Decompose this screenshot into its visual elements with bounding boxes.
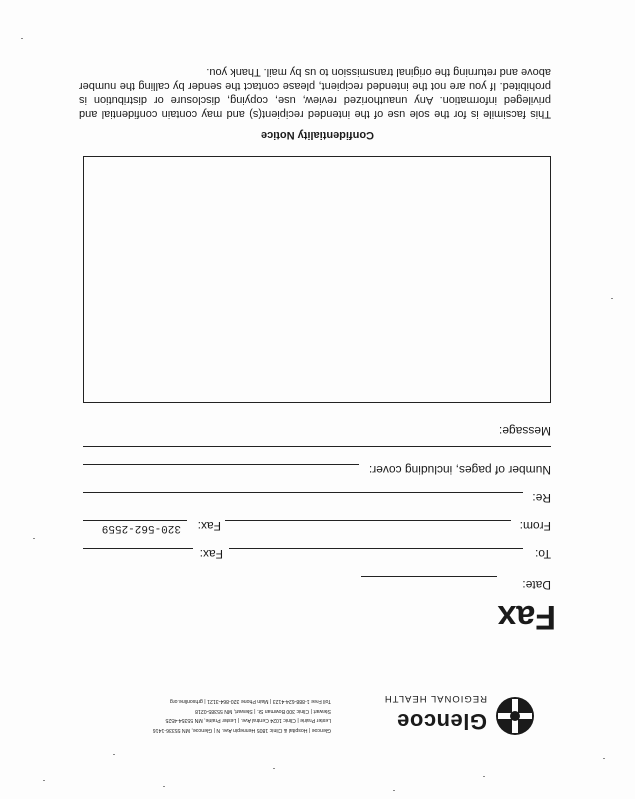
from-fax-value: 320-562-2559: [101, 522, 181, 534]
to-field-line[interactable]: [229, 548, 523, 549]
address-line: Stewart | Clinic 300 Bowman St. | Stewart, MN 55385-0218: [195, 708, 331, 714]
address-line: Lester Prairie | Clinic 1024 Central Ave. | Lester Prairie, MN 55354-4525: [165, 717, 331, 724]
message-label: Message:: [498, 424, 551, 438]
re-label: Re:: [532, 491, 551, 505]
confidentiality-title: Confidentiality Notice: [260, 129, 375, 141]
to-label: To:: [534, 547, 551, 561]
message-box[interactable]: [83, 156, 551, 403]
from-fax-label: Fax:: [197, 519, 221, 533]
from-fax-field-line[interactable]: [83, 520, 187, 521]
pages-field-line[interactable]: [83, 464, 359, 465]
pages-label: Number of pages, including cover:: [368, 463, 551, 477]
address-block: [61, 696, 331, 734]
extra-field-line: [83, 446, 551, 447]
date-field-line[interactable]: [361, 576, 497, 577]
glencoe-logo: [335, 676, 535, 736]
confidentiality-body: This facsimile is for the sole use of the intended recipient(s) and may contain confidential and privileged information. Any unauthorized review, use, copying, disclosure or distribution is prohibited. If you are not the intended recipient, please contact the sender by calling the number above and returning the original transmission to us by mail. Thank you.: [79, 66, 551, 120]
re-field-line[interactable]: [83, 492, 523, 493]
glencoe-cross-logo-icon: [495, 696, 535, 736]
from-label: From:: [519, 519, 551, 533]
to-fax-field-line[interactable]: [83, 548, 193, 549]
from-field-line[interactable]: [225, 520, 511, 521]
brand-name: Glencoe: [396, 709, 487, 734]
brand-subtitle: REGIONAL HEALTH: [383, 693, 487, 704]
date-label: Date:: [522, 578, 551, 592]
page-title: Fax: [497, 598, 556, 636]
address-line: Toll Free 1-888-624-4123 | Main Phone 320-864-3121 | grhsonline.org: [169, 698, 331, 705]
address-line: Glencoe | Hospital & Clinic 1805 Hennepin Ave. N | Glencoe, MN 55336-1416: [152, 727, 331, 733]
to-fax-label: Fax:: [199, 547, 223, 561]
